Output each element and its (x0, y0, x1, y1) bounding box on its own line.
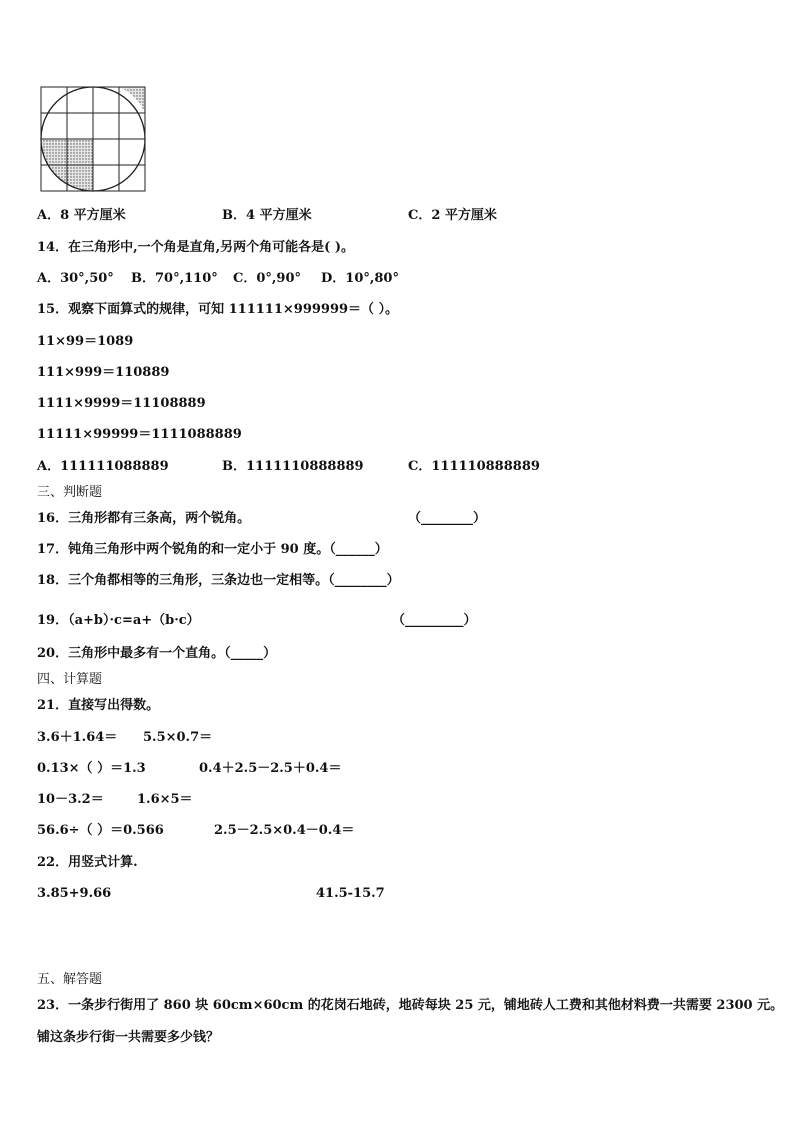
q14-option-c: C．0°,90° (233, 271, 302, 286)
q14-option-b: B．70°,110° (131, 271, 218, 286)
q15-line-2: 111×999＝110889 (37, 365, 170, 380)
q21-item: 0.4＋2.5－2.5＋0.4＝ (199, 761, 342, 776)
q15-option-c: C．111110888889 (408, 459, 540, 474)
q21-item: 1.6×5＝ (137, 792, 193, 807)
section-4-title: 四、计算题 (37, 672, 103, 687)
section-3-title: 三、判断题 (37, 485, 103, 500)
q21-item: 10－3.2＝ (37, 792, 104, 807)
q15-line-1: 11×99＝1089 (37, 334, 134, 349)
q16-answer-blank: （________） (408, 511, 487, 526)
q17-text: 17．钝角三角形中两个锐角的和一定小于 90 度。（______） (37, 542, 388, 557)
q19-text: 19．（a+b）·c=a+（b·c） (37, 613, 200, 628)
q21-item: 2.5－2.5×0.4－0.4＝ (214, 823, 355, 838)
q15-stem: 15．观察下面算式的规律，可知 111111×999999＝（ ）。 (37, 302, 399, 317)
q23-line-1: 23．一条步行街用了 860 块 60cm×60cm 的花岗石地砖，地砖每块 25 元，铺地砖人工费和其他材料费一共需要 2300 元。 (37, 998, 784, 1013)
q21-item: 0.13×（ ）＝1.3 (37, 761, 146, 776)
q22-stem: 22．用竖式计算. (37, 855, 138, 870)
q15-line-3: 1111×9999＝11108889 (37, 396, 206, 411)
q22-item-2: 41.5-15.7 (316, 886, 385, 901)
q14-option-a: A．30°,50° (37, 271, 114, 286)
q13-option-a: A．8 平方厘米 (37, 208, 126, 223)
q21-item: 56.6÷（ ）＝0.566 (37, 823, 164, 838)
q21-stem: 21．直接写出得数。 (37, 698, 160, 713)
q19-answer-blank: （_________） (392, 613, 477, 628)
q15-option-b: B．1111110888889 (222, 459, 364, 474)
q13-option-b: B．4 平方厘米 (222, 208, 312, 223)
grid-circle-figure (40, 86, 148, 194)
q21-item: 3.6＋1.64＝ (37, 730, 118, 745)
q16-text: 16．三角形都有三条高，两个锐角。 (37, 511, 251, 526)
q15-line-4: 11111×99999＝1111088889 (37, 427, 242, 442)
q21-item: 5.5×0.7＝ (143, 730, 213, 745)
q18-text: 18．三个角都相等的三角形，三条边也一定相等。（________） (37, 573, 400, 588)
q22-item-1: 3.85+9.66 (37, 886, 112, 901)
section-5-title: 五、解答题 (37, 972, 103, 987)
q13-option-c: C．2 平方厘米 (408, 208, 497, 223)
q15-option-a: A．111111088889 (37, 459, 169, 474)
q14-stem: 14．在三角形中,一个角是直角,另两个角可能各是( )。 (37, 240, 354, 255)
q14-option-d: D．10°,80° (321, 271, 399, 286)
q23-line-2: 铺这条步行街一共需要多少钱？ (37, 1030, 220, 1045)
q20-text: 20．三角形中最多有一个直角。（_____） (37, 646, 277, 661)
shaded-top-right-corner (119, 87, 145, 113)
